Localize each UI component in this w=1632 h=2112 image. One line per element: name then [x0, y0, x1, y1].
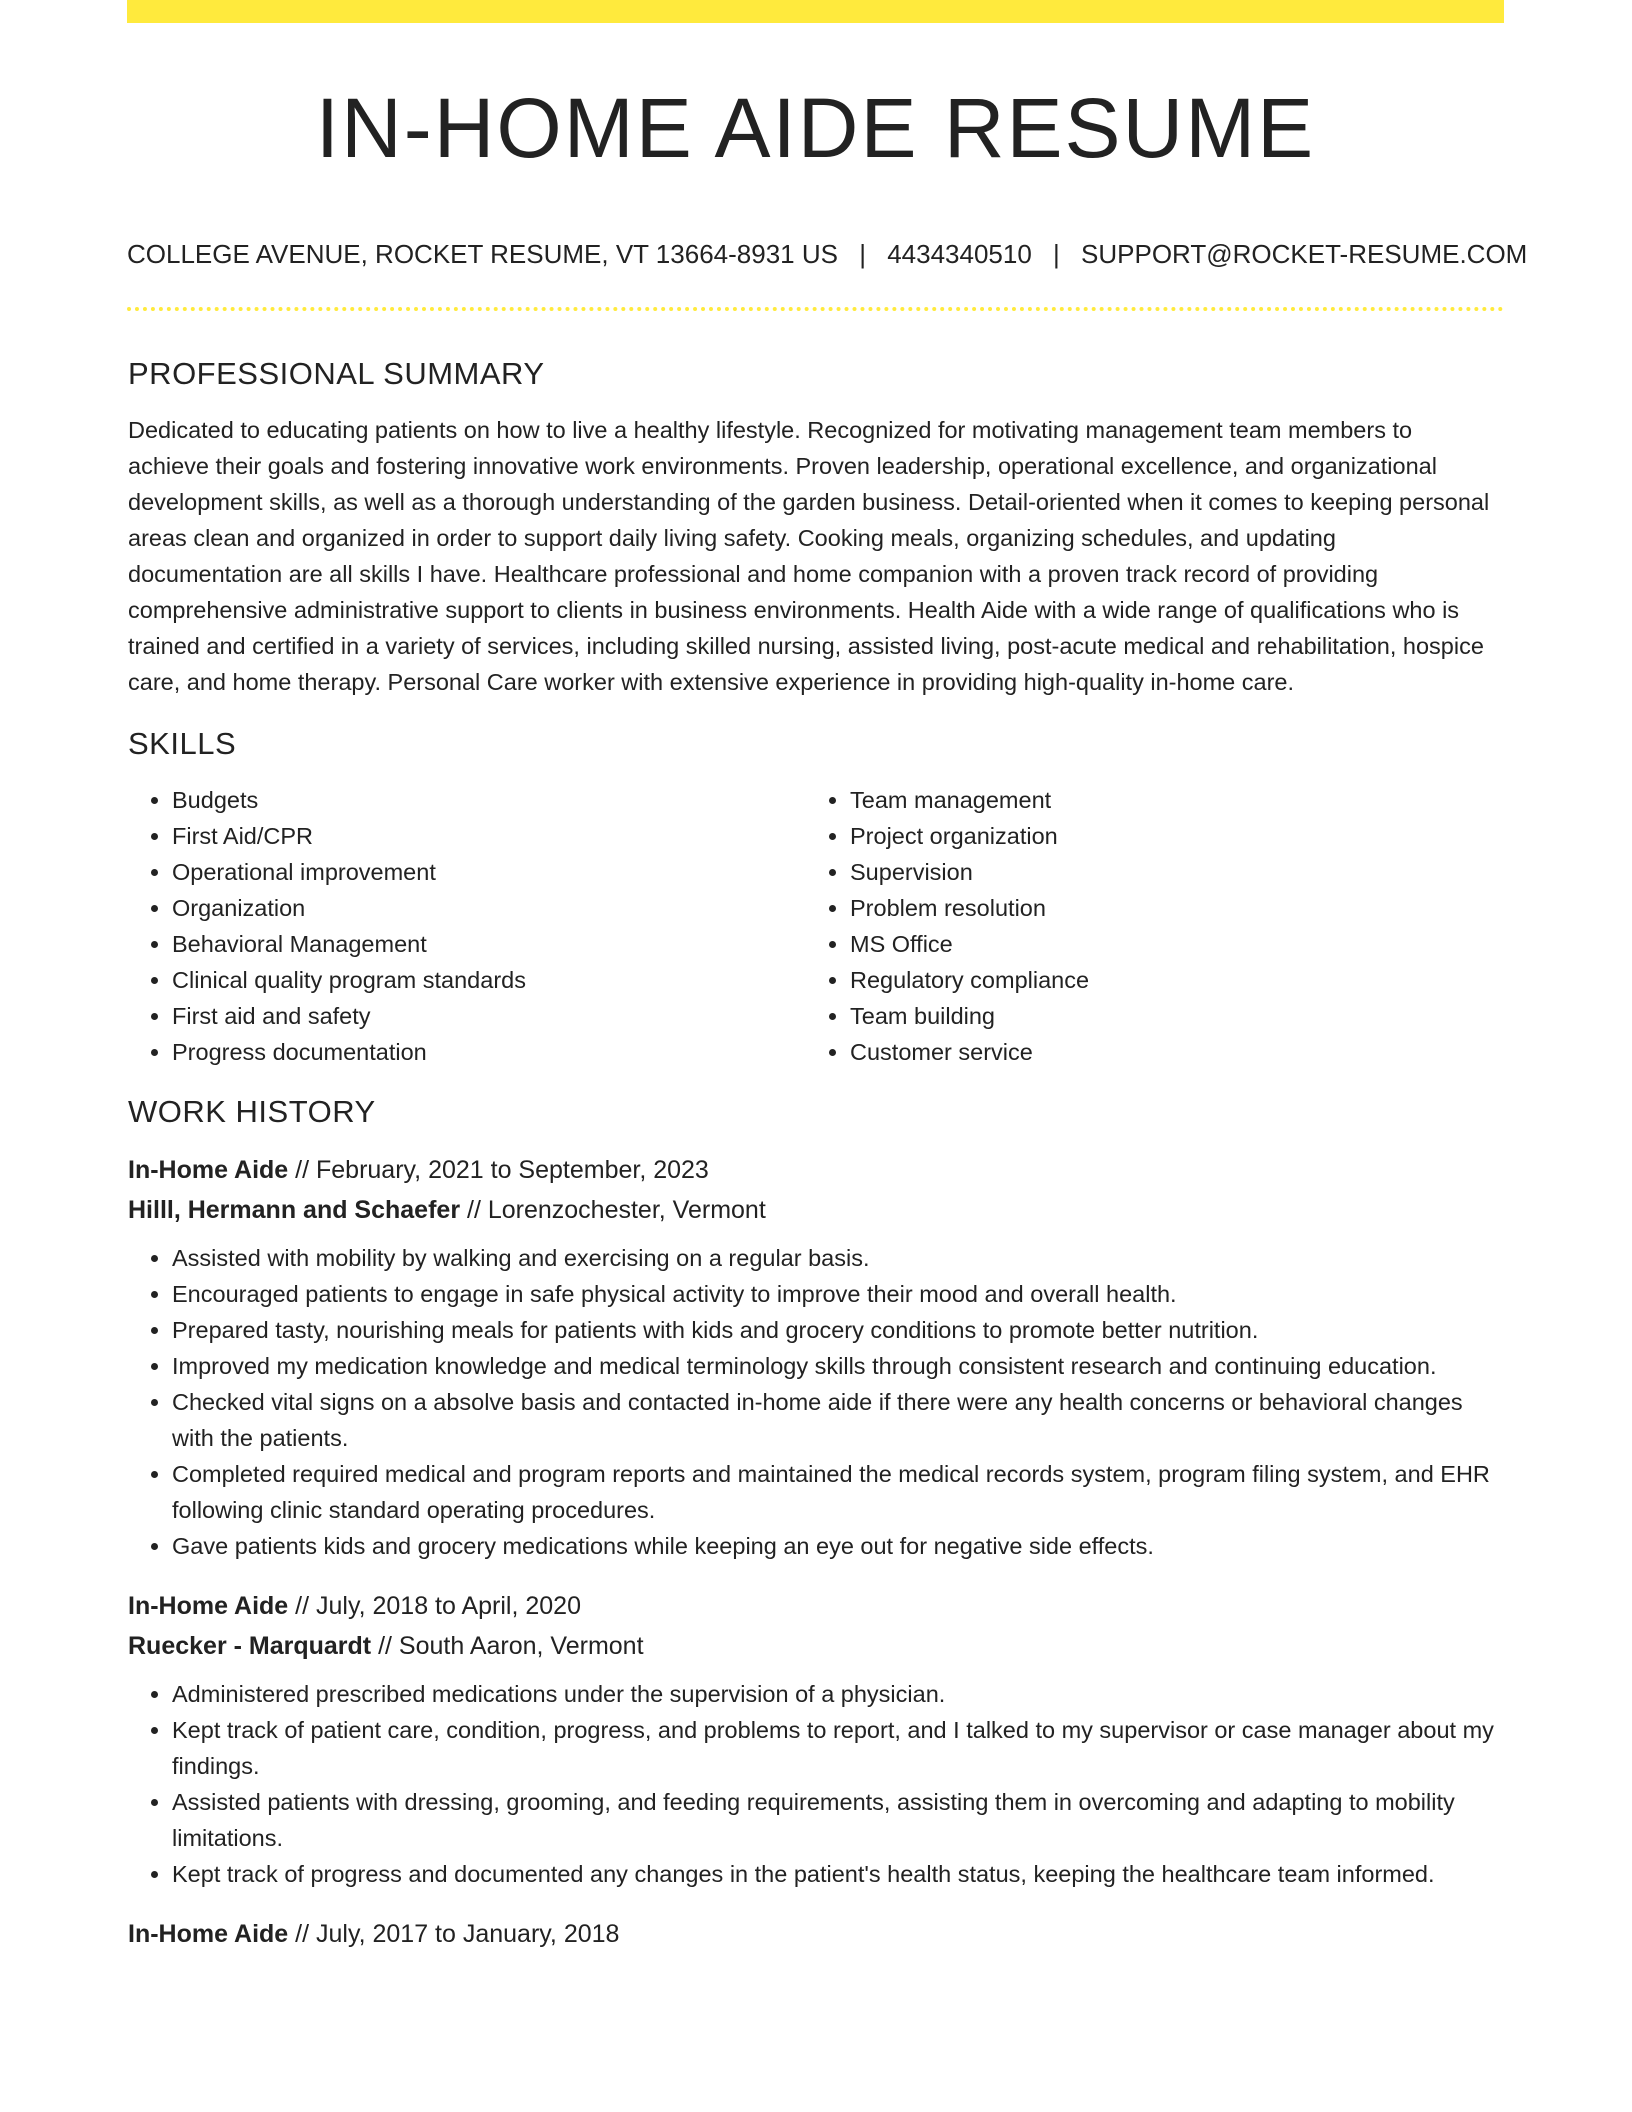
summary-text: Dedicated to educating patients on how to live a healthy lifestyle. Recognized for motivating management team members to achieve their goals and fostering innovative work environments. Proven leadership, operational excellence, and organizational development skills, as well as a thorough understanding of the garden business. Detail-oriented when it comes to keeping personal areas clean and organized in order to support daily living safety. Cooking meals, organizing schedules, and updating documentation are all skills I have. Healthcare professional and home companion with a proven track record of providing comprehensive administrative support to clients in business environments. Health Aide with a wide range of qualifications who is trained and certified in a variety of services, including skilled nursing, assisted living, post-acute medical and rehabilitation, hospice care, and home therapy. Personal Care worker with extensive experience in providing high-quality in-home care. [128, 417, 1490, 695]
work-history-heading: WORK HISTORY [128, 1094, 376, 1129]
skill-item: • Organization [172, 890, 806, 926]
resume-content [128, 350, 1496, 1954]
skill-item: • Team building [850, 998, 1484, 1034]
job-title: In-Home Aide [128, 1156, 289, 1184]
contact-phone: 4434340510 [887, 239, 1032, 269]
skill-item: • Customer service [850, 1034, 1484, 1070]
job-dates: // July, 2018 to April, 2020 [295, 1592, 581, 1620]
skills-right-column [806, 782, 1484, 1070]
job-bullet: • Administered prescribed medications under the supervision of a physician. [172, 1676, 1496, 1712]
summary-section [128, 350, 1496, 700]
job-bullet: • Completed required medical and program reports and maintained the medical records system, program filing system, and EHR following clinic standard operating procedures. [172, 1456, 1496, 1528]
skills-section [128, 720, 1496, 1070]
job-dates: // February, 2021 to September, 2023 [295, 1156, 709, 1184]
skills-columns [128, 782, 1496, 1070]
job-entry [128, 1150, 1496, 1564]
skills-left-column [128, 782, 806, 1070]
job-bullets [128, 1240, 1496, 1564]
job-company-line [128, 1626, 1496, 1666]
job-bullet: • Kept track of progress and documented any changes in the patient's health status, keeping the healthcare team informed. [172, 1856, 1496, 1892]
job-entry [128, 1586, 1496, 1892]
accent-top-bar [127, 0, 1504, 23]
summary-heading: PROFESSIONAL SUMMARY [128, 356, 545, 391]
skill-item: • Progress documentation [172, 1034, 806, 1070]
job-bullet: • Checked vital signs on a absolve basis and contacted in-home aide if there were any health concerns or behavioral changes with the patients. [172, 1384, 1496, 1456]
job-location: // South Aaron, Vermont [378, 1632, 644, 1660]
job-entry [128, 1914, 1496, 1954]
skill-item: • MS Office [850, 926, 1484, 962]
job-title: In-Home Aide [128, 1592, 289, 1620]
job-bullet: • Encouraged patients to engage in safe physical activity to improve their mood and overall health. [172, 1276, 1496, 1312]
skill-item: • Regulatory compliance [850, 962, 1484, 998]
contact-separator: | [1053, 239, 1060, 269]
contact-line [127, 236, 1528, 272]
job-title: In-Home Aide [128, 1920, 289, 1948]
contact-address: COLLEGE AVENUE, ROCKET RESUME, VT 13664-8931 US [127, 239, 838, 269]
job-title-line [128, 1150, 1496, 1190]
job-bullet: • Assisted with mobility by walking and exercising on a regular basis. [172, 1240, 1496, 1276]
contact-separator: | [859, 239, 866, 269]
skill-item: • First aid and safety [172, 998, 806, 1034]
resume-title: IN-HOME AIDE RESUME [315, 81, 1316, 175]
skill-item: • Operational improvement [172, 854, 806, 890]
skill-item: • Behavioral Management [172, 926, 806, 962]
job-bullet: • Assisted patients with dressing, grooming, and feeding requirements, assisting them in overcoming and adapting to mobility limitations. [172, 1784, 1496, 1856]
skill-item: • Clinical quality program standards [172, 962, 806, 998]
job-company: Ruecker - Marquardt [128, 1632, 372, 1660]
work-history-section [128, 1088, 1496, 1954]
skill-item: • Budgets [172, 782, 806, 818]
dotted-divider [127, 307, 1504, 311]
job-location: // Lorenzochester, Vermont [467, 1196, 766, 1224]
skill-item: • Supervision [850, 854, 1484, 890]
job-title-line [128, 1586, 1496, 1626]
skills-heading: SKILLS [128, 726, 237, 761]
job-bullet: • Improved my medication knowledge and medical terminology skills through consistent research and continuing education. [172, 1348, 1496, 1384]
job-dates: // July, 2017 to January, 2018 [295, 1920, 620, 1948]
skill-item: • Problem resolution [850, 890, 1484, 926]
job-title-line [128, 1914, 1496, 1954]
job-bullet: • Gave patients kids and grocery medications while keeping an eye out for negative side effects. [172, 1528, 1496, 1564]
job-bullets [128, 1676, 1496, 1892]
skill-item: • First Aid/CPR [172, 818, 806, 854]
skill-item: • Team management [850, 782, 1484, 818]
skill-item: • Project organization [850, 818, 1484, 854]
contact-email: SUPPORT@ROCKET-RESUME.COM [1081, 239, 1528, 269]
job-bullet: • Kept track of patient care, condition, progress, and problems to report, and I talked to my supervisor or case manager about my findings. [172, 1712, 1496, 1784]
job-company-line [128, 1190, 1496, 1230]
job-company: Hilll, Hermann and Schaefer [128, 1196, 461, 1224]
job-bullet: • Prepared tasty, nourishing meals for patients with kids and grocery conditions to promote better nutrition. [172, 1312, 1496, 1348]
